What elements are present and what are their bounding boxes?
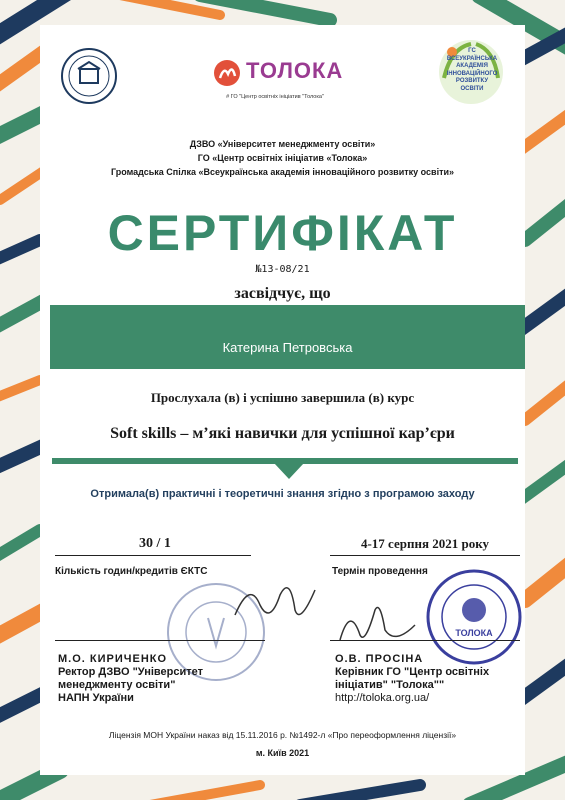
university-logo (58, 45, 120, 107)
organizations-header (60, 137, 505, 179)
academy-logo-line: ІННОВАЦІЙНОГО (446, 70, 498, 77)
signer-left-line: менеджменту освіти" (58, 679, 176, 691)
signer-left-line: НАПН України (58, 692, 134, 704)
divider-arrow-icon (274, 463, 304, 479)
dates-value: 4-17 серпня 2021 року (360, 536, 490, 551)
dates-underline (330, 555, 520, 556)
academy-logo-line: ГС (468, 48, 476, 54)
signer-left-line: Ректор ДЗВО "Університет (58, 666, 203, 678)
org-line: Громадська Спілка «Всеукраїнська академія інноваційного розвитку освіти» (110, 167, 455, 177)
course-title: Soft skills – м’які навички для успішної кар’єри (110, 425, 455, 442)
toloka-logo-text: ТОЛОКА (246, 58, 344, 83)
city-year: м. Київ 2021 (255, 748, 310, 758)
hours-label: Кількість годин/кредитів ЄКТС (55, 566, 208, 577)
academy-logo-text (444, 48, 500, 93)
dates-label: Термін проведення (332, 566, 428, 577)
org-line: ДЗВО «Університет менеджменту освіти» (189, 139, 376, 149)
completed-course-text: Прослухала (в) і успішно завершила (в) курс (150, 390, 415, 405)
toloka-logo-caption: # ГО "Центр освітніх ініціатив "Толока" (226, 94, 324, 100)
signer-right-line: ініціатив" "Толока"" (335, 679, 445, 691)
toloka-stamp-text: ТОЛОКА (455, 628, 493, 638)
right-signature-line (330, 640, 520, 641)
org-line: ГО «Центр освітніх ініціатив «Толока» (197, 153, 368, 163)
recipient-banner (50, 305, 525, 369)
certifies-text: засвідчує, що (234, 285, 331, 302)
signer-left-name: М.О. КИРИЧЕНКО (58, 653, 168, 665)
academy-logo-line: ВСЕУКРАЇНСЬКА (446, 55, 498, 62)
certificate-number: №13-08/21 (255, 264, 310, 275)
academy-logo-line: РОЗВИТКУ (455, 78, 489, 84)
signer-left (58, 653, 203, 705)
knowledge-text: Отримала(в) практичні і теоретичні знання згідно з програмою заходу (90, 488, 475, 500)
toloka-website-link[interactable]: http://toloka.org.ua/ (335, 692, 430, 704)
academy-logo-line: АКАДЕМІЯ (456, 63, 488, 69)
recipient-name: Катерина Петровська (222, 340, 353, 355)
toloka-logo (210, 52, 344, 108)
signer-right (335, 653, 489, 705)
left-signature-line (55, 640, 265, 641)
right-signature-icon (335, 595, 420, 650)
signer-right-line: Керівник ГО "Центр освітніх (335, 666, 490, 678)
academy-logo-line: ОСВІТИ (460, 85, 484, 92)
academy-logo (426, 38, 516, 106)
left-signature-icon (230, 575, 320, 630)
signer-right-name: О.В. ПРОСІНА (335, 653, 424, 665)
license-text: Ліцензія МОН України наказ від 15.11.2016 р. №1492-л «Про переоформлення ліцензії» (108, 730, 457, 740)
hours-underline (55, 555, 251, 556)
toloka-stamp-icon (425, 568, 523, 666)
hours-value: 30 / 1 (139, 536, 171, 551)
certificate-title: СЕРТИФІКАТ (107, 205, 458, 261)
